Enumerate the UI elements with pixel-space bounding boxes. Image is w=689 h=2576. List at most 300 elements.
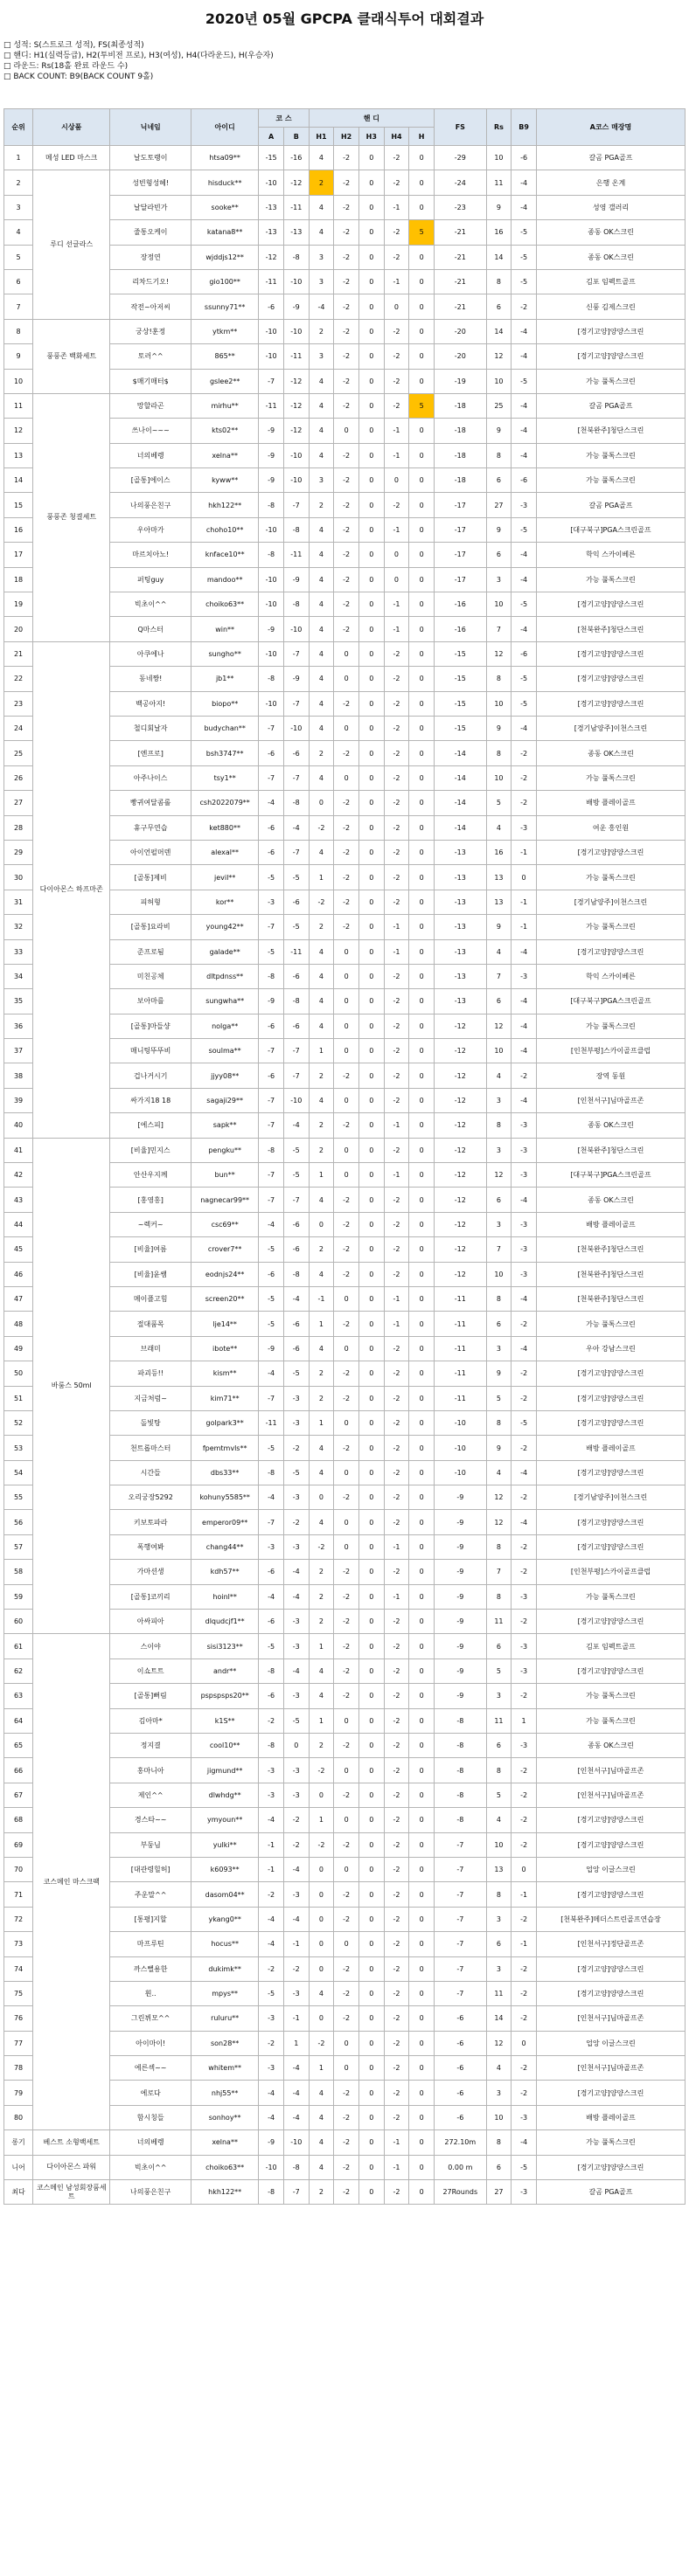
cell-course-a: -10 [259, 691, 284, 716]
cell-store: [천북완주]청단스크린 [536, 617, 685, 641]
cell-course-a: -5 [259, 939, 284, 964]
cell-rank: 1 [4, 146, 33, 170]
cell-rs: 9 [486, 1361, 512, 1386]
cell-h1: -2 [309, 1758, 334, 1783]
cell-fs: -7 [435, 1981, 487, 2005]
cell-id: sisi3123** [191, 1634, 259, 1658]
cell-b9: -3 [512, 1237, 537, 1262]
cell-id: ssunny71** [191, 294, 259, 319]
cell-fs: -7 [435, 1832, 487, 1857]
cell-h4: 0 [384, 294, 409, 319]
cell-id: sagaji29** [191, 1088, 259, 1112]
cell-h1: 4 [309, 592, 334, 617]
cell-fs: 272.10m [435, 2130, 487, 2155]
cell-rs: 14 [486, 319, 512, 343]
cell-h3: 0 [358, 1262, 384, 1286]
cell-h3: 0 [358, 1658, 384, 1683]
cell-store: [천북완주]청단스크린 [536, 1237, 685, 1262]
cell-course-a: -3 [259, 1758, 284, 1783]
cell-h1: 1 [309, 1039, 334, 1063]
cell-h: 0 [409, 2130, 435, 2155]
cell-h1: 4 [309, 716, 334, 740]
cell-course-a: -2 [259, 1956, 284, 1981]
cell-rs: 8 [486, 269, 512, 294]
cell-store: [경기고양]양양스크린 [536, 344, 685, 369]
cell-store: [인천서구]님마골프존 [536, 1783, 685, 1807]
cell-h4: -2 [384, 691, 409, 716]
cell-b9: -4 [512, 543, 537, 567]
cell-h2: -2 [334, 195, 359, 219]
cell-h4: -2 [384, 2081, 409, 2105]
cell-id: galade** [191, 939, 259, 964]
cell-h1: 4 [309, 691, 334, 716]
cell-h3: 0 [358, 1783, 384, 1807]
cell-rank: 70 [4, 1857, 33, 1881]
cell-h: 0 [409, 1658, 435, 1683]
cell-course-b: -4 [283, 1113, 309, 1138]
cell-id: pspspsps20** [191, 1684, 259, 1708]
cell-b9: -4 [512, 2130, 537, 2155]
cell-rank: 니어 [4, 2155, 33, 2179]
cell-rank: 77 [4, 2031, 33, 2055]
cell-h3: 0 [358, 1808, 384, 1832]
cell-rank: 53 [4, 1436, 33, 1460]
cell-h4: -1 [384, 1286, 409, 1311]
cell-fs: -13 [435, 890, 487, 914]
cell-b9: -6 [512, 641, 537, 666]
results-table [3, 108, 686, 2205]
cell-id: ket880** [191, 815, 259, 840]
cell-fs: -8 [435, 1783, 487, 1807]
cell-h3: 0 [358, 1336, 384, 1361]
cell-h1: 0 [309, 1932, 334, 1956]
cell-h1: -4 [309, 294, 334, 319]
cell-h: 0 [409, 1188, 435, 1212]
legend-notes [0, 38, 689, 108]
cell-nickname: 백공아지! [110, 691, 191, 716]
cell-h1: 2 [309, 1237, 334, 1262]
cell-h4: -2 [384, 1783, 409, 1807]
cell-course-a: -8 [259, 493, 284, 517]
table-row [4, 146, 686, 170]
cell-store: 김포 임펙트골프 [536, 1634, 685, 1658]
cell-h4: -2 [384, 1907, 409, 1931]
cell-course-a: -4 [259, 1932, 284, 1956]
cell-rs: 5 [486, 1783, 512, 1807]
cell-rank: 44 [4, 1212, 33, 1236]
cell-h1: 4 [309, 2155, 334, 2179]
cell-h1: 4 [309, 667, 334, 691]
cell-h3: 0 [358, 1014, 384, 1038]
cell-b9: -2 [512, 1485, 537, 1510]
cell-rank: 17 [4, 543, 33, 567]
cell-rank: 25 [4, 741, 33, 765]
table-row [4, 641, 686, 666]
cell-nickname: 미친공체 [110, 964, 191, 988]
cell-rs: 5 [486, 791, 512, 815]
cell-id: ruluru** [191, 2006, 259, 2031]
cell-b9: -2 [512, 2006, 537, 2031]
cell-h: 0 [409, 1460, 435, 1485]
cell-course-a: -5 [259, 1286, 284, 1311]
cell-id: dlqudcjf1** [191, 1610, 259, 1634]
cell-b9: 0 [512, 2031, 537, 2055]
cell-h2: 0 [334, 1410, 359, 1435]
cell-course-b: -4 [283, 815, 309, 840]
cell-h3: 0 [358, 344, 384, 369]
cell-course-a: -3 [259, 2006, 284, 2031]
cell-store: 종동 OK스크린 [536, 1188, 685, 1212]
cell-b9: -4 [512, 443, 537, 467]
cell-store: 가능 풀톡스크린 [536, 1014, 685, 1038]
cell-course-a: -5 [259, 865, 284, 890]
cell-course-a: -7 [259, 765, 284, 790]
table-row [4, 1138, 686, 1162]
cell-nickname: 이쇼트트 [110, 1658, 191, 1683]
cell-nickname: 싸가지18 18 [110, 1088, 191, 1112]
cell-b9: 1 [512, 1708, 537, 1733]
cell-rs: 9 [486, 915, 512, 939]
cell-brand: 바룸스 50ml [33, 1138, 110, 1634]
cell-rs: 4 [486, 815, 512, 840]
cell-h2: -2 [334, 1485, 359, 1510]
cell-rank: 5 [4, 245, 33, 269]
cell-rank: 59 [4, 1584, 33, 1609]
cell-h3: 0 [358, 1386, 384, 1410]
cell-rank: 66 [4, 1758, 33, 1783]
cell-course-a: -10 [259, 641, 284, 666]
cell-course-a: -6 [259, 840, 284, 864]
cell-fs: -13 [435, 964, 487, 988]
cell-rs: 8 [486, 1286, 512, 1311]
cell-b9: -5 [512, 1410, 537, 1435]
cell-h: 0 [409, 1832, 435, 1857]
cell-h3: 0 [358, 1684, 384, 1708]
cell-h4: -2 [384, 1386, 409, 1410]
cell-b9: -4 [512, 939, 537, 964]
cell-id: nagnecar99** [191, 1188, 259, 1212]
cell-h4: -2 [384, 1262, 409, 1286]
cell-course-b: -5 [283, 915, 309, 939]
cell-h: 0 [409, 2081, 435, 2105]
cell-h: 0 [409, 1510, 435, 1534]
cell-h2: 0 [334, 419, 359, 443]
cell-nickname: 아이마이! [110, 2031, 191, 2055]
cell-rs: 6 [486, 468, 512, 493]
cell-nickname: 브래미 [110, 1336, 191, 1361]
cell-h4: -1 [384, 915, 409, 939]
cell-id: gio100** [191, 269, 259, 294]
cell-fs: -9 [435, 1634, 487, 1658]
cell-rs: 6 [486, 294, 512, 319]
cell-course-a: -2 [259, 1708, 284, 1733]
cell-rs: 13 [486, 890, 512, 914]
cell-rank: 69 [4, 1832, 33, 1857]
cell-h2: -2 [334, 1832, 359, 1857]
cell-fs: 0.00 m [435, 2155, 487, 2179]
cell-fs: -21 [435, 220, 487, 245]
cell-h4: -2 [384, 1138, 409, 1162]
cell-rank: 79 [4, 2081, 33, 2105]
header-course: 코 스 [259, 109, 309, 128]
cell-store: 갈곰 PGA골프 [536, 493, 685, 517]
cell-rs: 4 [486, 1808, 512, 1832]
cell-course-b: -3 [283, 1981, 309, 2005]
cell-b9: -4 [512, 1460, 537, 1485]
header-id: 아이디 [191, 109, 259, 146]
cell-h: 0 [409, 443, 435, 467]
cell-id: wjddjs12** [191, 245, 259, 269]
cell-rs: 8 [486, 1882, 512, 1907]
cell-h3: 0 [358, 2155, 384, 2179]
cell-nickname: 성빈형성혜! [110, 170, 191, 195]
cell-h2: -2 [334, 1386, 359, 1410]
cell-course-a: -4 [259, 1361, 284, 1386]
cell-id: kism** [191, 1361, 259, 1386]
cell-store: [대구북구]PGA스크린골프 [536, 1163, 685, 1188]
cell-fs: -8 [435, 1734, 487, 1758]
cell-h3: 0 [358, 1138, 384, 1162]
cell-h3: 0 [358, 269, 384, 294]
cell-rs: 7 [486, 1560, 512, 1584]
cell-h2: 0 [334, 1510, 359, 1534]
cell-id: dltpdnss** [191, 964, 259, 988]
cell-id: hisduck** [191, 170, 259, 195]
cell-course-b: -6 [283, 964, 309, 988]
cell-store: [경기고양]양양스크린 [536, 1410, 685, 1435]
cell-h1: 1 [309, 2056, 334, 2081]
cell-h: 0 [409, 319, 435, 343]
header-h4: H4 [384, 128, 409, 146]
cell-rs: 3 [486, 1907, 512, 1931]
cell-h4: -1 [384, 419, 409, 443]
cell-rank: 27 [4, 791, 33, 815]
cell-h4: -2 [384, 1188, 409, 1212]
cell-h: 0 [409, 617, 435, 641]
cell-rank: 33 [4, 939, 33, 964]
cell-h3: 0 [358, 443, 384, 467]
cell-fs: -29 [435, 146, 487, 170]
cell-h2: -2 [334, 1063, 359, 1088]
cell-h: 0 [409, 1312, 435, 1336]
cell-h1: 0 [309, 1783, 334, 1807]
cell-h2: 0 [334, 964, 359, 988]
cell-rank: 12 [4, 419, 33, 443]
cell-h: 0 [409, 369, 435, 393]
cell-rs: 3 [486, 1684, 512, 1708]
cell-store: [인천서구]님마골프존 [536, 2056, 685, 2081]
cell-nickname: 너의베렝 [110, 443, 191, 467]
cell-h1: 4 [309, 2130, 334, 2155]
cell-nickname: 홍마니아 [110, 1758, 191, 1783]
cell-course-a: -10 [259, 170, 284, 195]
cell-h2: -2 [334, 468, 359, 493]
cell-course-b: -8 [283, 2155, 309, 2179]
cell-h4: -2 [384, 1808, 409, 1832]
cell-nickname: 보아마를 [110, 989, 191, 1014]
cell-b9: -3 [512, 1584, 537, 1609]
cell-h3: 0 [358, 319, 384, 343]
cell-fs: -13 [435, 840, 487, 864]
cell-h2: -2 [334, 1188, 359, 1212]
cell-nickname: 쓰나이~~~ [110, 419, 191, 443]
cell-rank: 35 [4, 989, 33, 1014]
cell-h3: 0 [358, 2130, 384, 2155]
cell-id: knface10** [191, 543, 259, 567]
cell-course-b: -10 [283, 1088, 309, 1112]
cell-rank: 75 [4, 1981, 33, 2005]
cell-course-a: -6 [259, 294, 284, 319]
cell-h: 0 [409, 1882, 435, 1907]
cell-fs: -12 [435, 1088, 487, 1112]
cell-store: [대구북구]PGA스크린골프 [536, 517, 685, 542]
cell-rs: 8 [486, 2130, 512, 2155]
cell-h2: -2 [334, 344, 359, 369]
cell-b9: -3 [512, 1634, 537, 1658]
cell-h4: -1 [384, 195, 409, 219]
cell-nickname: [골통]제비 [110, 865, 191, 890]
cell-id: sungho** [191, 641, 259, 666]
cell-course-a: -7 [259, 915, 284, 939]
cell-rank: 38 [4, 1063, 33, 1088]
cell-store: [인천부평]스카이골프클럽 [536, 1039, 685, 1063]
cell-course-a: -10 [259, 319, 284, 343]
cell-h2: -2 [334, 393, 359, 418]
cell-h: 0 [409, 1039, 435, 1063]
cell-h2: -2 [334, 1113, 359, 1138]
cell-h4: -2 [384, 2105, 409, 2129]
cell-h2: 0 [334, 939, 359, 964]
cell-id: fpemtmvls** [191, 1436, 259, 1460]
cell-rank: 39 [4, 1088, 33, 1112]
cell-store: [경기남양주]이천스크린 [536, 1485, 685, 1510]
cell-rank: 55 [4, 1485, 33, 1510]
cell-b9: -3 [512, 1138, 537, 1162]
cell-rank: 46 [4, 1262, 33, 1286]
cell-store: [천북완주]청단스크린 [536, 1138, 685, 1162]
cell-rank: 41 [4, 1138, 33, 1162]
cell-fs: -14 [435, 765, 487, 790]
cell-h4: -2 [384, 1460, 409, 1485]
cell-h3: 0 [358, 1734, 384, 1758]
cell-h1: 0 [309, 1882, 334, 1907]
cell-course-b: -8 [283, 989, 309, 1014]
cell-h2: -2 [334, 369, 359, 393]
cell-course-a: -6 [259, 1560, 284, 1584]
cell-course-a: -3 [259, 890, 284, 914]
cell-h: 0 [409, 1436, 435, 1460]
cell-store: 종동 OK스크린 [536, 220, 685, 245]
results-body [4, 146, 686, 2205]
cell-nickname: 너의베렝 [110, 2130, 191, 2155]
cell-course-b: -7 [283, 1039, 309, 1063]
cell-h4: -2 [384, 989, 409, 1014]
cell-rank: 40 [4, 1113, 33, 1138]
cell-b9: -5 [512, 667, 537, 691]
cell-h3: 0 [358, 989, 384, 1014]
cell-h4: -2 [384, 493, 409, 517]
cell-h1: 4 [309, 939, 334, 964]
cell-id: dasom04** [191, 1882, 259, 1907]
cell-rs: 13 [486, 1857, 512, 1881]
cell-h3: 0 [358, 1634, 384, 1658]
cell-h4: -2 [384, 1832, 409, 1857]
cell-h3: 0 [358, 1510, 384, 1534]
cell-rank: 26 [4, 765, 33, 790]
cell-b9: -4 [512, 419, 537, 443]
cell-rank: 18 [4, 567, 33, 592]
cell-id: choho10** [191, 517, 259, 542]
cell-nickname: 까스뻘용한 [110, 1956, 191, 1981]
cell-nickname: 그린뷔모^^ [110, 2006, 191, 2031]
cell-course-a: -3 [259, 1783, 284, 1807]
cell-rs: 4 [486, 1460, 512, 1485]
cell-rank: 최다 [4, 2180, 33, 2205]
cell-course-b: -7 [283, 691, 309, 716]
cell-id: gslee2** [191, 369, 259, 393]
cell-h2: 0 [334, 1534, 359, 1559]
cell-h2: -2 [334, 245, 359, 269]
cell-rank: 57 [4, 1534, 33, 1559]
cell-h3: 0 [358, 1312, 384, 1336]
cell-h4: -1 [384, 939, 409, 964]
cell-store: 배방 플레이골프 [536, 1436, 685, 1460]
cell-h4: -2 [384, 1560, 409, 1584]
cell-rs: 8 [486, 1758, 512, 1783]
cell-course-a: -6 [259, 1063, 284, 1088]
cell-fs: -7 [435, 1857, 487, 1881]
cell-h3: 0 [358, 220, 384, 245]
cell-id: ytkm** [191, 319, 259, 343]
cell-rs: 8 [486, 741, 512, 765]
cell-h2: 0 [334, 2056, 359, 2081]
cell-rs: 11 [486, 170, 512, 195]
cell-nickname: 준프로됨 [110, 939, 191, 964]
cell-h: 0 [409, 1237, 435, 1262]
cell-course-b: -2 [283, 1956, 309, 1981]
cell-id: nhj55** [191, 2081, 259, 2105]
cell-store: [경기고양]양양스크린 [536, 840, 685, 864]
cell-rs: 5 [486, 1386, 512, 1410]
cell-h3: 0 [358, 667, 384, 691]
cell-nickname: 빅초이^^ [110, 2155, 191, 2179]
cell-h1: 4 [309, 1981, 334, 2005]
cell-h4: -2 [384, 1734, 409, 1758]
cell-h4: -1 [384, 517, 409, 542]
cell-b9: -3 [512, 2105, 537, 2129]
cell-store: 우아 강남스크린 [536, 1336, 685, 1361]
cell-fs: -15 [435, 641, 487, 666]
cell-h3: 0 [358, 2056, 384, 2081]
cell-id: mandoo** [191, 567, 259, 592]
cell-h2: -2 [334, 592, 359, 617]
cell-h3: 0 [358, 1063, 384, 1088]
cell-h3: 0 [358, 1560, 384, 1584]
cell-h4: 0 [384, 468, 409, 493]
cell-h4: -1 [384, 592, 409, 617]
cell-rs: 8 [486, 1410, 512, 1435]
cell-rank: 56 [4, 1510, 33, 1534]
cell-h3: 0 [358, 1956, 384, 1981]
cell-brand: 풍풍존 청결세트 [33, 393, 110, 641]
cell-nickname: 휜.. [110, 1981, 191, 2005]
cell-h2: -2 [334, 915, 359, 939]
cell-h: 0 [409, 543, 435, 567]
cell-store: [경기고양]양양스크린 [536, 2081, 685, 2105]
cell-course-a: -7 [259, 369, 284, 393]
cell-nickname: [엔프로] [110, 741, 191, 765]
cell-course-b: -8 [283, 592, 309, 617]
